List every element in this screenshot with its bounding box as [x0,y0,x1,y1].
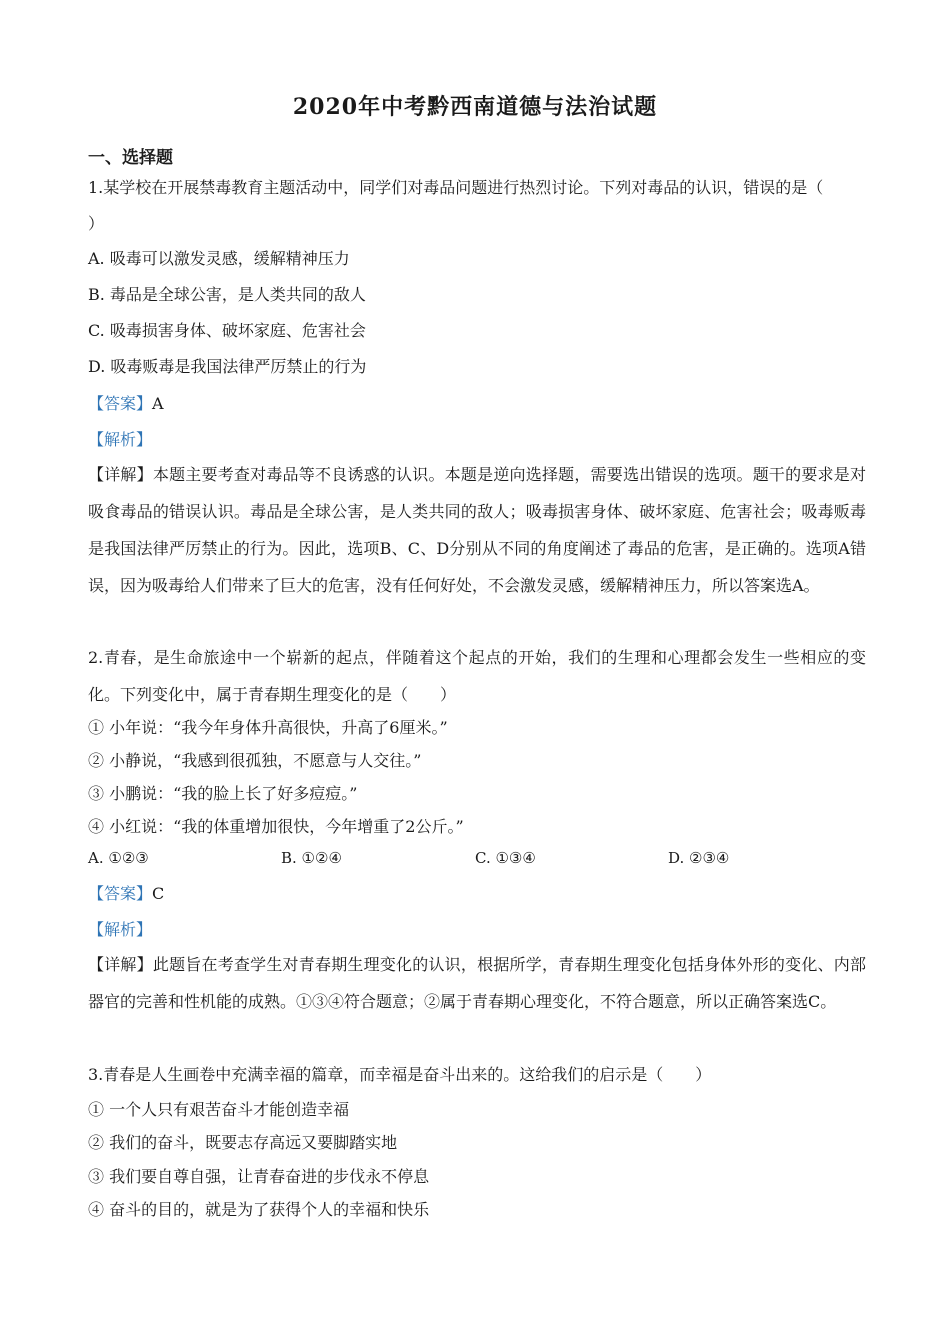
q1-option-d: D. 吸毒贩毒是我国法律严厉禁止的行为 [88,357,367,376]
q2-item-1: ① 小年说：“我今年身体升高很快，升高了6厘米。” [88,718,448,737]
detail-text: 本题主要考查对毒品等不良诱惑的认识。本题是逆向选择题，需要选出错误的选项。题干的要求是对吸食毒品的错误认识。毒品是全球公害，是人类共同的敌人；吸毒损害身体、破坏家庭、危害社会；吸毒贩毒是我国法律严厉禁止的行为。因此，选项B、C、D分别从不同的角度阐述了毒品的危害，是正确的。选项A错误，因为吸毒给人们带来了巨大的危害，没有任何好处，不会激发灵感，缓解精神压力，所以答案选A。 [88,465,866,595]
q1-option-b: B. 毒品是全球公害，是人类共同的敌人 [88,285,366,304]
q3-item-2: ② 我们的奋斗，既要志存高远又要脚踏实地 [88,1133,398,1152]
q2-option-d: D. ②③④ [668,849,730,867]
q1-stem-line1: 1.某学校在开展禁毒教育主题活动中，同学们对毒品问题进行热烈讨论。下列对毒品的认识，错误的是（ [88,178,824,197]
q2-item-3: ③ 小鹏说：“我的脸上长了好多痘痘。” [88,784,358,803]
q1-option-c: C. 吸毒损害身体、破坏家庭、危害社会 [88,321,366,340]
analysis-label: 【解析】 [88,430,153,449]
q1-answer [88,393,164,415]
answer-value: C [152,884,165,903]
q1-analysis-label [88,429,152,451]
q3-item-1: ① 一个人只有艰苦奋斗才能创造幸福 [88,1100,350,1119]
section-heading: 一、选择题 [88,148,173,168]
page-title: 2020年中考黔西南道德与法治试题 [292,94,658,120]
analysis-label: 【解析】 [88,920,153,939]
q2-stem: 2.青春，是生命旅途中一个崭新的起点，伴随着这个起点的开始，我们的生理和心理都会发生一些相应的变化。下列变化中，属于青春期生理变化的是（ ） [88,648,866,704]
q1-detail [88,456,866,604]
q2-options [88,849,868,871]
q2-item-4: ④ 小红说：“我的体重增加很快，今年增重了2公斤。” [88,817,464,836]
q3-item-4: ④ 奋斗的目的，就是为了获得个人的幸福和快乐 [88,1200,430,1219]
q1-option-a: A. 吸毒可以激发灵感，缓解精神压力 [88,249,350,268]
q2-option-b: B. ①②④ [281,849,342,867]
q2-option-a: A. ①②③ [88,849,149,867]
q2-detail [88,946,866,1020]
detail-text: 此题旨在考查学生对青春期生理变化的认识，根据所学，青春期生理变化包括身体外形的变化、内部器官的完善和性机能的成熟。①③④符合题意；②属于青春期心理变化，不符合题意，所以正确答案选C。 [88,955,866,1011]
answer-label: 【答案】 [88,884,153,903]
detail-label: 【详解】 [88,955,153,974]
detail-label: 【详解】 [88,465,153,484]
q3-item-3: ③ 我们要自尊自强，让青春奋进的步伐永不停息 [88,1167,430,1186]
answer-label: 【答案】 [88,394,153,413]
q2-answer [88,883,164,905]
answer-value: A [152,394,164,413]
q2-option-c: C. ①③④ [475,849,536,867]
q3-stem: 3.青春是人生画卷中充满幸福的篇章，而幸福是奋斗出来的。这给我们的启示是（ ） [88,1065,712,1084]
q1-stem-line2: ） [88,214,105,233]
q2-analysis-label [88,919,152,941]
q2-item-2: ② 小静说，“我感到很孤独，不愿意与人交往。” [88,751,422,770]
